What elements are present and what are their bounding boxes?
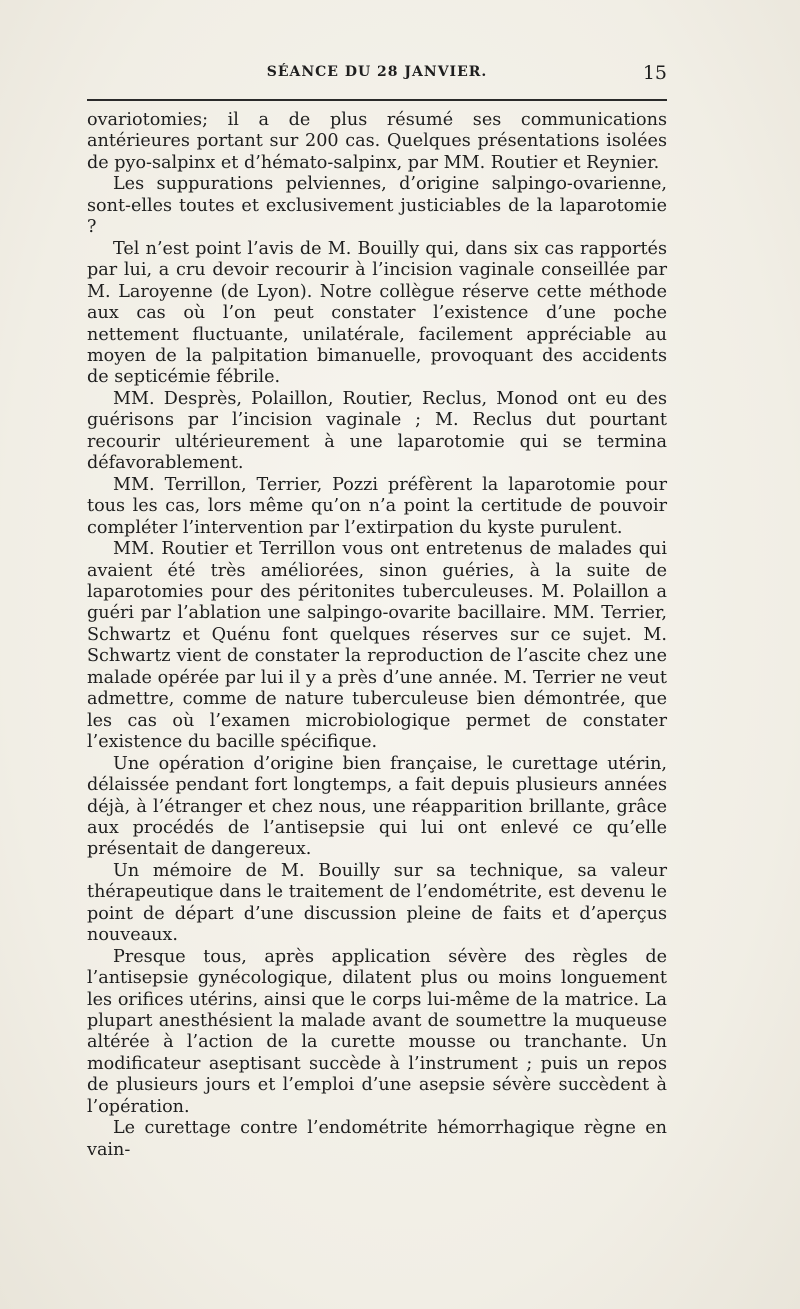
paragraph: Tel n’est point l’avis de M. Bouilly qui, dans six cas rapportés par lui, a cru devoir recourir à l’incision vaginale conseillée par M. Laroyenne (de Lyon). Notre collègue réserve cette méthode aux cas où l’on peut constater l’existence d’une poche nettement fluctuante, unilatérale, facilement appréciable au moyen de la palpitation bimanuelle, provoquant des accidents de septicémie fébrile. [87,238,667,388]
body-text [87,110,667,1161]
paragraph: Un mémoire de M. Bouilly sur sa technique, sa valeur thérapeutique dans le traitement de l’endométrite, est devenu le point de départ d’une discussion pleine de faits et d’aperçus nouveaux. [87,860,667,946]
paragraph: Le curettage contre l’endométrite hémorrhagique règne en vain- [87,1118,667,1160]
paragraph: MM. Desprès, Polaillon, Routier, Reclus, Monod ont eu des guérisons par l’incision vaginale ; M. Reclus dut pourtant recourir ultérieurement à une laparotomie qui se termina défavorablement. [87,388,667,474]
running-head: SÉANCE DU 28 JANVIER. [266,64,488,80]
paragraph: MM. Terrillon, Terrier, Pozzi préfèrent la laparotomie pour tous les cas, lors même qu’on n’a point la certitude de pouvoir compléter l’intervention par l’extirpation du kyste purulent. [87,474,667,538]
paragraph: ovariotomies; il a de plus résumé ses communications antérieures portant sur 200 cas. Quelques présentations isolées de pyo-salpinx et d’hémato-salpinx, par MM. Routier et Reynier. [87,110,667,173]
paragraph: Les suppurations pelviennes, d’origine salpingo-ovarienne, sont-elles toutes et exclusivement justiciables de la laparotomie ? [87,174,667,238]
paragraph: Une opération d’origine bien française, le curettage utérin, délaissée pendant fort longtemps, a fait depuis plusieurs années déjà, à l’étranger et chez nous, une réapparition brillante, grâce aux procédés de l’antisepsie qui lui ont enlevé ce qu’elle présentait de dangereux. [87,753,667,860]
header-rule [87,99,667,101]
page-header [87,60,667,90]
paragraph: Presque tous, après application sévère des règles de l’antisepsie gynécologique, dilatent plus ou moins longuement les orifices utérins, ainsi que le corps lui-même de la matrice. La plupart anesthésient la malade avant de soumettre la muqueuse altérée à l’action de la curette mousse ou tranchante. Un modificateur aseptisant succède à l’instrument ; puis un repos de plusieurs jours et l’emploi d’une asepsie sévère succèdent à l’opération. [87,946,667,1117]
paragraph: MM. Routier et Terrillon vous ont entretenus de malades qui avaient été très améliorées, sinon guéries, à la suite de laparotomies pour des péritonites tuberculeuses. M. Polaillon a guéri par l’ablation une salpingo-ovarite bacillaire. MM. Terrier, Schwartz et Quénu font quelques réserves sur ce sujet. M. Schwartz vient de constater la reproduction de l’ascite chez une malade opérée par lui il y a près d’une année. M. Terrier ne veut admettre, comme de nature tuberculeuse bien démontrée, que les cas où l’examen microbiologique permet de constater l’existence du bacille spécifique. [87,539,667,753]
page-number: 15 [642,62,667,84]
